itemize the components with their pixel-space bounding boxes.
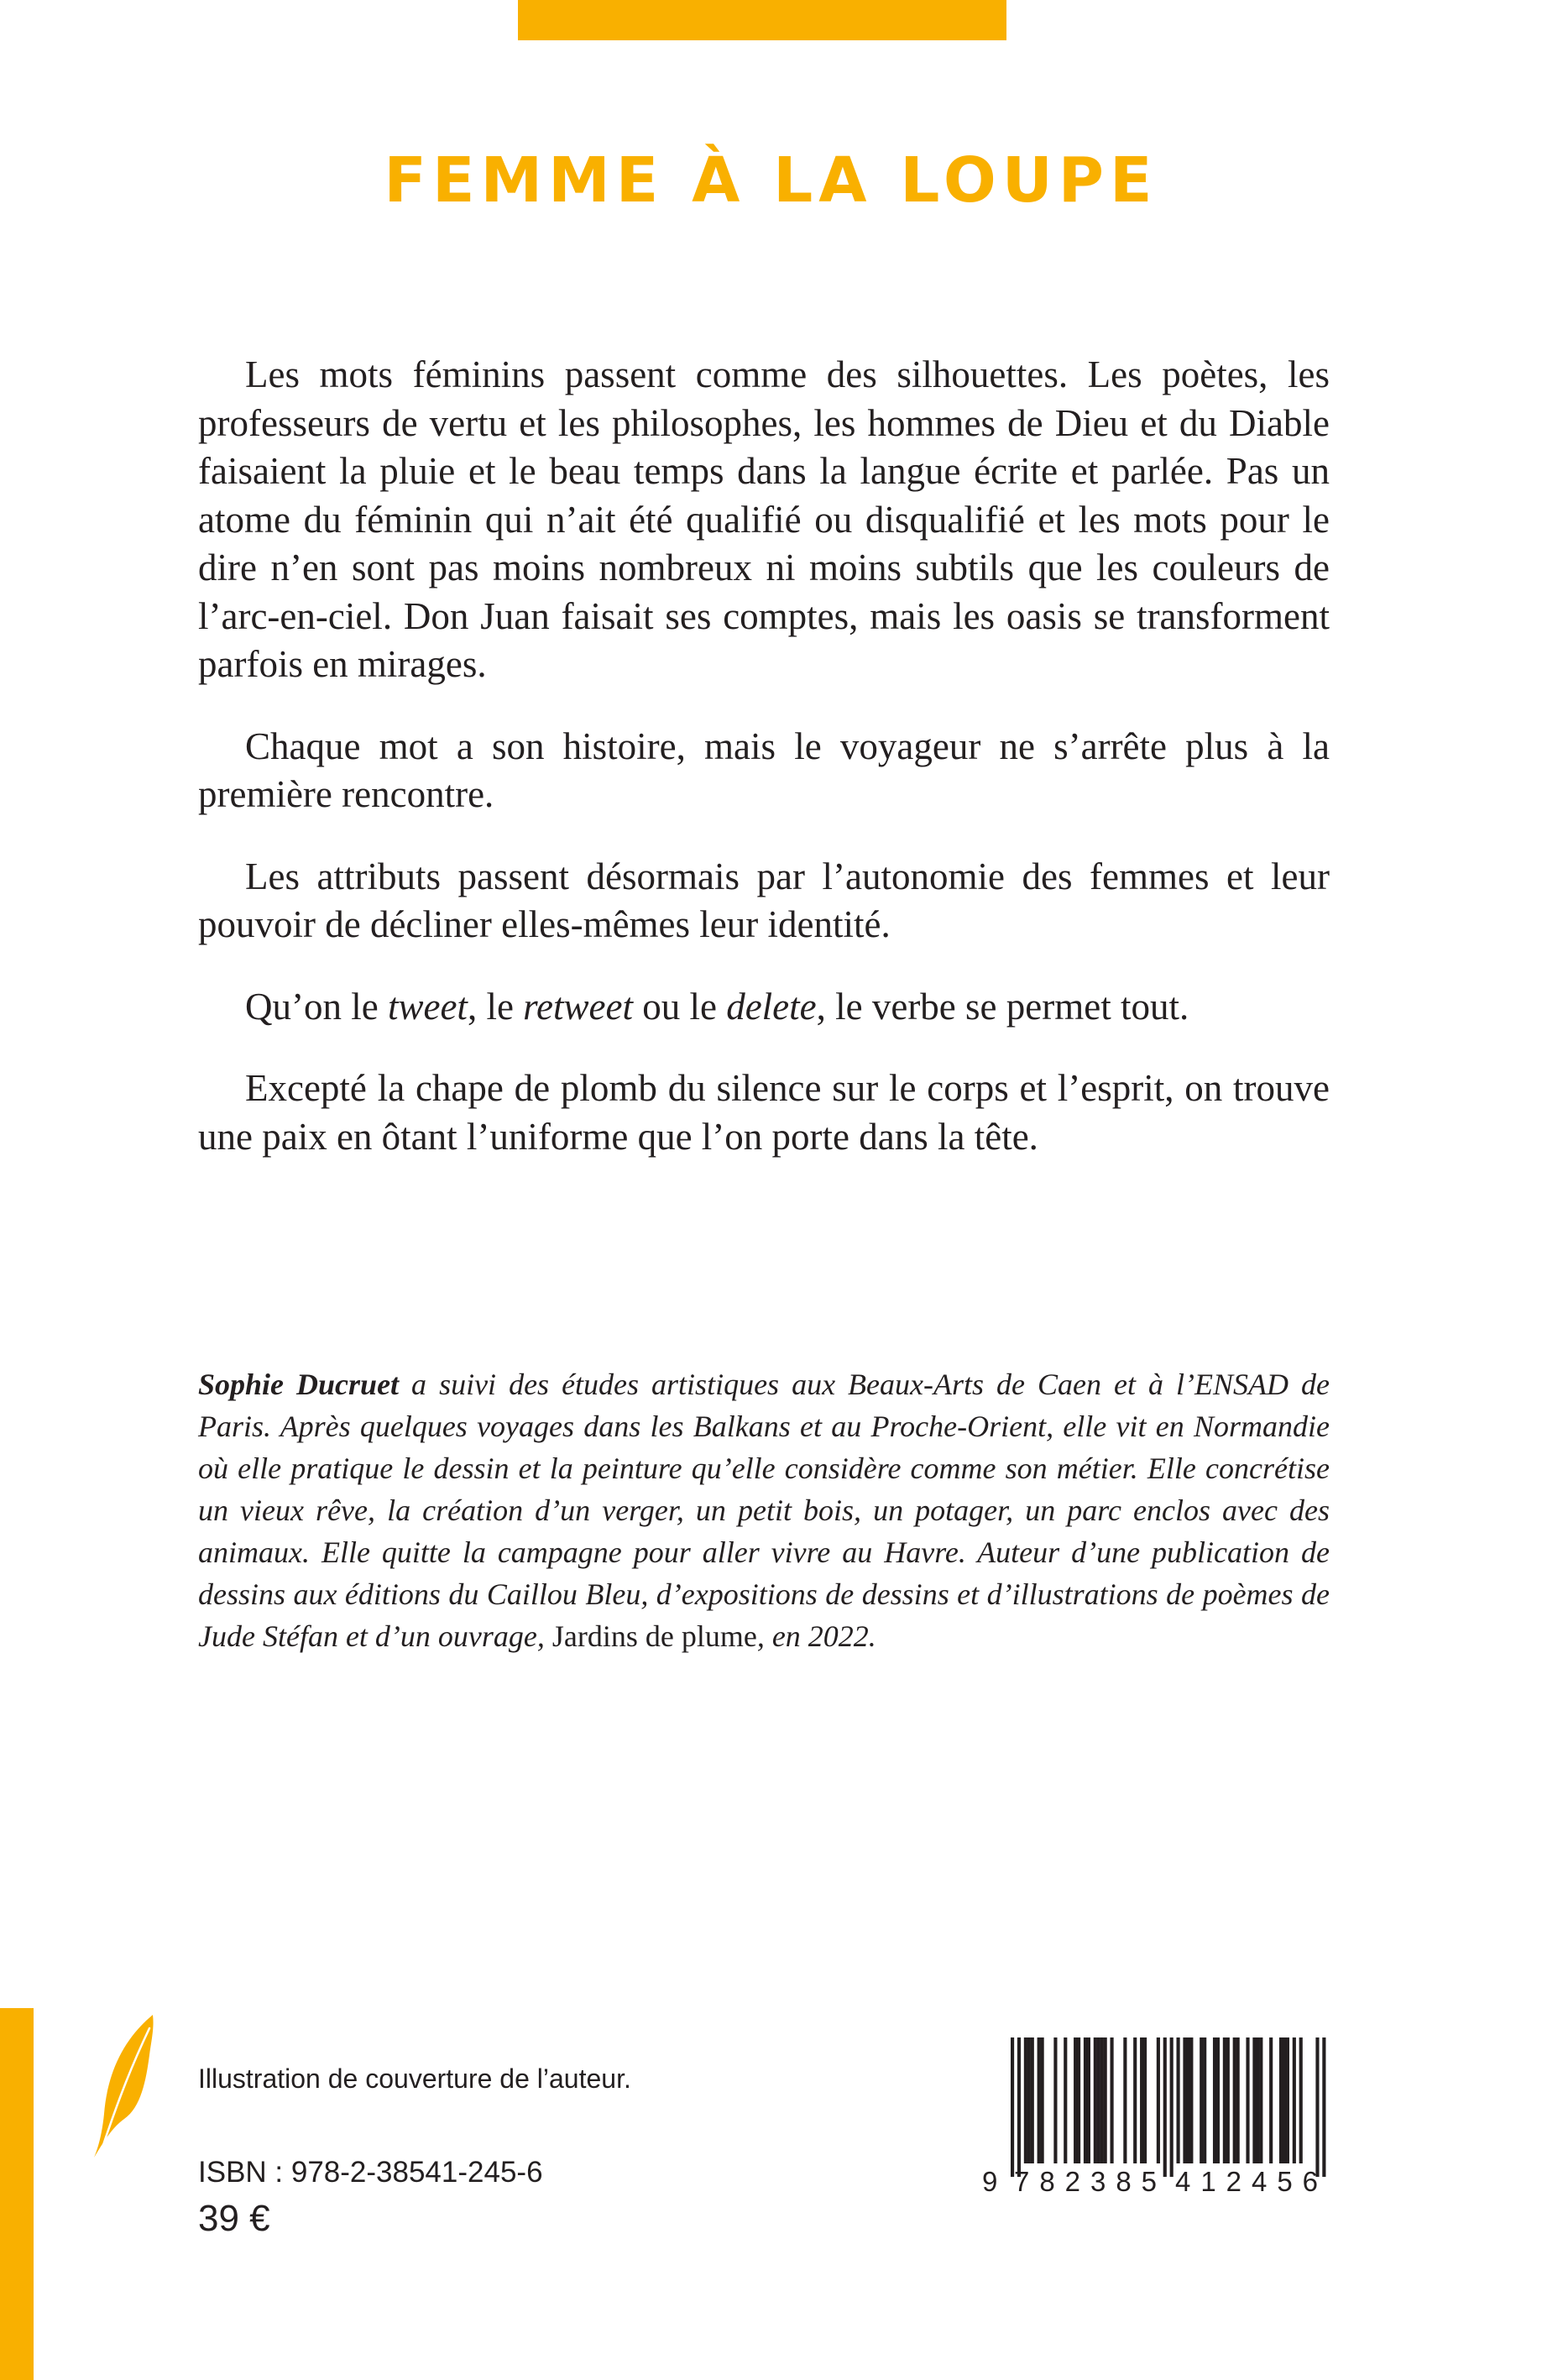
barcode-bar <box>1011 2037 1014 2177</box>
p4-emphasis-tweet: tweet <box>387 985 468 1028</box>
barcode-bar <box>1031 2037 1034 2163</box>
barcode-bar <box>1246 2037 1249 2163</box>
barcode-bar <box>1170 2037 1173 2177</box>
barcode-bar <box>1077 2037 1080 2163</box>
blurb-paragraph-4 <box>198 983 1330 1032</box>
price: 39 € <box>198 2198 270 2239</box>
bio-book-title: Jardins de plume <box>551 1619 757 1653</box>
p4-part-1: Qu’on le <box>245 985 388 1028</box>
barcode-bar <box>1053 2037 1057 2163</box>
feather-icon <box>91 2013 161 2160</box>
barcode-bar <box>1143 2037 1147 2163</box>
bio-paragraph <box>198 1363 1330 1657</box>
barcode-bar <box>1100 2037 1104 2163</box>
blurb-paragraph-3: Les attributs passent désormais par l’autonomie des femmes et leur pouvoir de décliner elles-mêmes leur identité. <box>198 855 1330 945</box>
p4-part-4: , le verbe se permet tout. <box>816 985 1189 1028</box>
p4-emphasis-retweet: retweet <box>523 985 633 1028</box>
barcode-left-group: 782385 <box>1014 2166 1157 2197</box>
barcode-bar <box>1097 2037 1100 2163</box>
p4-part-2: , le <box>467 985 524 1028</box>
isbn-number: ISBN : 978-2-38541-245-6 <box>198 2156 543 2189</box>
side-accent-bar <box>0 2008 34 2380</box>
barcode-bar <box>1094 2037 1097 2163</box>
barcode-right-group: 412456 <box>1175 2166 1318 2197</box>
barcode-bar <box>1024 2037 1027 2163</box>
barcode-bar <box>1140 2037 1143 2163</box>
barcode-bar <box>1226 2037 1230 2163</box>
barcode-bar <box>1157 2037 1160 2163</box>
p4-emphasis-delete: delete <box>726 985 817 1028</box>
barcode-bar <box>1256 2037 1259 2163</box>
barcode-bar <box>1293 2037 1296 2163</box>
barcode-bar <box>1203 2037 1206 2163</box>
barcode-bar <box>1064 2037 1067 2163</box>
blurb-paragraph-5: Excepté la chape de plomb du silence sur le corps et l’esprit, on trouve une paix en ôtant l’uniforme que l’on porte dans la tête. <box>198 1067 1330 1158</box>
illustration-credit: Illustration de couverture de l’auteur. <box>198 2064 631 2094</box>
barcode-bar <box>1084 2037 1087 2163</box>
barcode-bar <box>1163 2037 1167 2177</box>
barcode-bar <box>1177 2037 1180 2163</box>
author-biography <box>198 1363 1330 1657</box>
barcode-bar <box>1213 2037 1216 2163</box>
barcode-first-digit: 9 <box>982 2166 998 2197</box>
top-accent-bar <box>518 0 1006 40</box>
barcode-bar <box>1074 2037 1077 2163</box>
bio-ending: , en 2022. <box>756 1619 876 1653</box>
barcode-bar <box>1269 2037 1273 2163</box>
barcode-bar <box>1017 2037 1021 2177</box>
barcode <box>979 2037 1348 2197</box>
book-title: FEMME À LA LOUPE <box>384 144 1158 217</box>
bio-text: a suivi des études artistiques aux Beaux-Arts de Caen et à l’ENSAD de Paris. Après quelques voyages dans les Balkans et au Proche-Orient, elle vit en Normandie où elle pratique le dessin et la peinture qu’elle considère comme son métier. Elle concrétise un vieux rêve, la création d’un verger, un petit bois, un potager, un parc enclos avec des animaux. Elle quitte la campagne pour aller vivre au Havre. Auteur d’une publication de dessins aux éditions du Caillou Bleu, d’expositions de dessins et d’illustrations de poèmes de Jude Stéfan et d’un ouvrage, <box>198 1368 1330 1653</box>
barcode-bar <box>1111 2037 1114 2163</box>
barcode-bar <box>1233 2037 1236 2163</box>
barcode-bar <box>1216 2037 1220 2163</box>
blurb-paragraph-2: Chaque mot a son histoire, mais le voyageur ne s’arrête plus à la première rencontre. <box>198 724 1330 815</box>
barcode-bar <box>1279 2037 1283 2163</box>
barcode-bar <box>1183 2037 1186 2163</box>
barcode-bar <box>1252 2037 1256 2163</box>
barcode-bar <box>1041 2037 1044 2163</box>
barcode-bar <box>1123 2037 1126 2163</box>
barcode-bar <box>1322 2037 1325 2177</box>
barcode-bar <box>1259 2037 1262 2163</box>
barcode-bar <box>1286 2037 1289 2163</box>
barcode-bar <box>1038 2037 1041 2163</box>
author-name: Sophie Ducruet <box>198 1368 400 1401</box>
barcode-bar <box>1223 2037 1226 2163</box>
barcode-bar <box>1236 2037 1240 2163</box>
barcode-bar <box>1087 2037 1090 2163</box>
blurb-paragraph-1: Les mots féminins passent comme des silhouettes. Les poètes, les professeurs de vertu et les philosophes, les hommes de Dieu et du Diable faisaient la pluie et le beau temps dans la langue écrite et parlée. Pas un atome du féminin qui n’ait été qualifié ou disqualifié et les mots pour le dire n’en sont pas moins nombreux ni moins subtils que les couleurs de l’arc-en-ciel. Don Juan faisait ses comptes, mais les oasis se transforment parfois en mirages. <box>198 353 1330 685</box>
barcode-bar <box>1133 2037 1137 2163</box>
barcode-bar <box>1186 2037 1189 2163</box>
barcode-bar <box>1315 2037 1319 2177</box>
barcode-bar <box>1189 2037 1193 2163</box>
barcode-bar <box>1200 2037 1203 2163</box>
barcode-bar <box>1283 2037 1286 2163</box>
barcode-bar <box>1299 2037 1303 2163</box>
p4-part-3: ou le <box>632 985 727 1028</box>
barcode-bar <box>1104 2037 1107 2163</box>
barcode-bar <box>1027 2037 1031 2163</box>
barcode-bars <box>1011 2037 1325 2177</box>
back-cover-blurb <box>198 351 1330 1161</box>
